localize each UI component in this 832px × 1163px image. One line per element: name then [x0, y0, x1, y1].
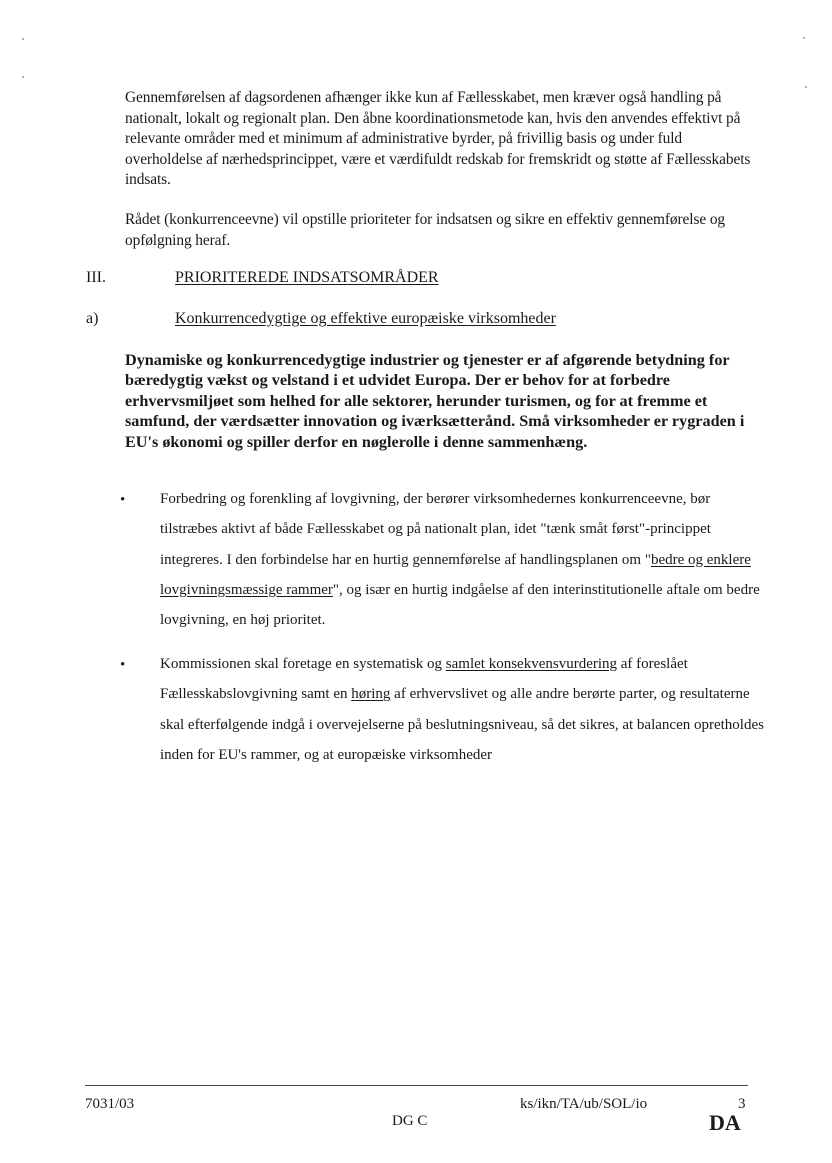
scan-speck	[22, 38, 24, 40]
bullet-text: af foreslået Fællesskabslovgivning samt en	[160, 656, 688, 703]
bold-intro-paragraph: Dynamiske og konkurrencedygtige industrier og tjenester er af afgørende betydning for bæredygtig vækst og velstand i et udvidet Europa. Der er behov for at forbedre erhvervsmiljøet som helhed for alle sektorer, herunder turismen, og for at fremme et samfund, der værdsætter innovation og iværksætterånd. Små virksomheder er rygraden i EU's økonomi og spiller derfor en nøglerolle i denne sammenhæng.	[125, 351, 745, 451]
intro-paragraph: Gennemførelsen af dagsordenen afhænger ikke kun af Fællesskabet, men kræver også handling på nationalt, lokalt og regionalt plan. Den åbne koordinationsmetode kan, hvis den anvendes effektivt på relevante områder med et minimum af administrative byrder, på frivillig basis og under fuld overholdelse af nærhedsprincippet, være et værdifuldt redskab for fremskridt og støtte af Fællesskabets indsats.	[125, 89, 751, 188]
subsection-title: Konkurrencedygtige og effektive europæiske virksomheder	[175, 310, 556, 327]
bullet-item-impact-assessment	[160, 649, 765, 770]
footer-language: DA	[709, 1110, 741, 1135]
impact-assessment-link[interactable]: samlet konsekvensvurdering	[445, 656, 618, 672]
footer-reference: ks/ikn/TA/ub/SOL/io	[520, 1096, 648, 1112]
consultation-link[interactable]: høring	[351, 686, 391, 703]
bullet-text: Kommissionen skal foretage en systematisk og	[160, 656, 446, 672]
footer-page-number: 3	[738, 1096, 746, 1112]
scan-speck	[803, 37, 805, 39]
footer-doc-number: 7031/03	[85, 1096, 135, 1112]
council-paragraph: Rådet (konkurrenceevne) vil opstille prioriteter for indsatsen og sikre en effektiv gennemførelse og opfølgning heraf.	[125, 211, 726, 249]
section-number: III.	[86, 269, 106, 286]
scan-speck	[22, 76, 24, 78]
bullet-point: •	[120, 657, 126, 673]
bullet-text: af erhvervslivet og alle andre berørte parter, og resultaterne skal efterfølgende indgå i overvejelserne på beslutningsniveau, så det sikres, at balancen opretholdes inden for EU's rammer, og at europæiske virksomheder	[160, 686, 764, 763]
bullet-text: Forbedring og forenkling af lovgivning, der berører virksomhedernes konkurrenceevne, bør tilstræbes aktivt af både Fællesskabet og på nationalt plan, idet "tænk småt først"-princippet integreres. I den forbindelse har en hurtig gennemførelse af handlingsplanen om "	[160, 491, 711, 568]
bullet-point: •	[120, 492, 126, 508]
footer-dg: DG C	[392, 1113, 428, 1129]
subsection-letter: a)	[86, 310, 99, 327]
bullet-text: ", og især en hurtig indgåelse af den interinstitutionelle aftale om bedre lovgivning, en høj prioritet.	[160, 581, 760, 629]
scan-speck	[805, 86, 807, 88]
section-title: PRIORITEREDE INDSATSOMRÅDER	[175, 269, 439, 286]
footer-rule	[85, 1085, 748, 1086]
bullet-item-regulation	[160, 484, 765, 635]
better-regulation-link[interactable]: bedre og enklere lovgivningsmæssige rammer	[160, 551, 751, 598]
